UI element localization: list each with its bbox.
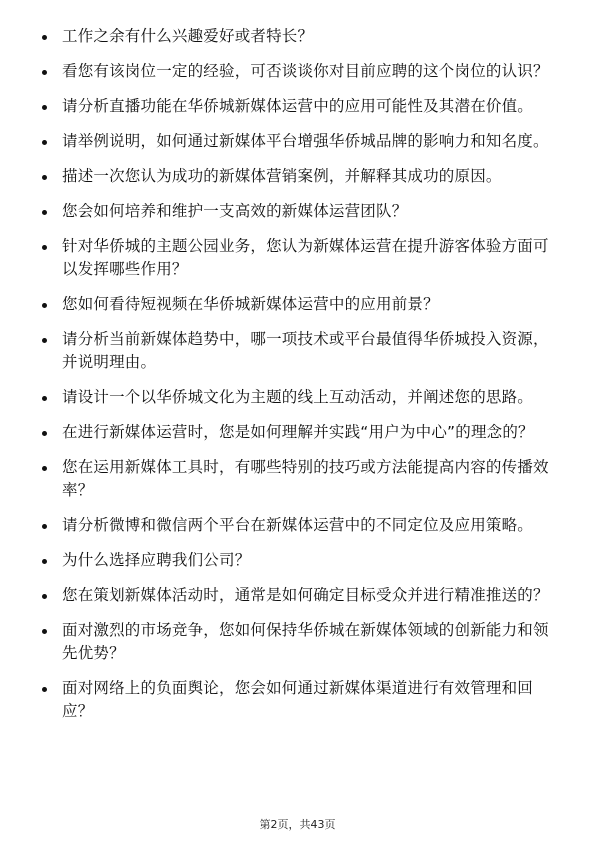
question-text: 描述一次您认为成功的新媒体营销案例，并解释其成功的原因。 (62, 167, 502, 185)
bullet-icon (42, 105, 47, 110)
list-item (40, 60, 560, 83)
question-text: 针对华侨城的主题公园业务，您认为新媒体运营在提升游客体验方面可以发挥哪些作用？ (62, 237, 549, 278)
question-text: 工作之余有什么兴趣爱好或者特长？ (62, 27, 314, 45)
list-item (40, 549, 560, 572)
question-text: 请分析微博和微信两个平台在新媒体运营中的不同定位及应用策略。 (62, 516, 534, 534)
bullet-icon (42, 559, 47, 564)
bullet-icon (42, 687, 47, 692)
question-text: 您在策划新媒体活动时，通常是如何确定目标受众并进行精准推送的？ (62, 586, 549, 604)
bullet-icon (42, 70, 47, 75)
question-text: 请举例说明，如何通过新媒体平台增强华侨城品牌的影响力和知名度。 (62, 132, 549, 150)
list-item (40, 293, 560, 316)
list-item (40, 421, 560, 444)
list-item (40, 619, 560, 665)
question-text: 您会如何培养和维护一支高效的新媒体运营团队？ (62, 202, 408, 220)
page-number-footer: 第2页，共43页 (259, 818, 336, 831)
list-item (40, 25, 560, 48)
question-text: 您如何看待短视频在华侨城新媒体运营中的应用前景？ (62, 295, 439, 313)
bullet-icon (42, 396, 47, 401)
bullet-icon (42, 303, 47, 308)
bullet-icon (42, 338, 47, 343)
bullet-icon (42, 35, 47, 40)
question-text: 面对网络上的负面舆论，您会如何通过新媒体渠道进行有效管理和回应？ (62, 679, 534, 720)
bullet-icon (42, 466, 47, 471)
list-item (40, 584, 560, 607)
list-item (40, 130, 560, 153)
question-text: 面对激烈的市场竞争，您如何保持华侨城在新媒体领域的创新能力和领先优势？ (62, 621, 549, 662)
bullet-icon (42, 245, 47, 250)
bullet-icon (42, 140, 47, 145)
question-text: 请分析直播功能在华侨城新媒体运营中的应用可能性及其潜在价值。 (62, 97, 534, 115)
question-text: 为什么选择应聘我们公司？ (62, 551, 251, 569)
list-item (40, 235, 560, 281)
list-item (40, 165, 560, 188)
bullet-icon (42, 175, 47, 180)
question-text: 看您有该岗位一定的经验，可否谈谈你对目前应聘的这个岗位的认识？ (62, 62, 549, 80)
question-list (40, 25, 560, 735)
list-item (40, 328, 560, 374)
bullet-icon (42, 431, 47, 436)
question-text: 请分析当前新媒体趋势中，哪一项技术或平台最值得华侨城投入资源，并说明理由。 (62, 330, 549, 371)
list-item (40, 677, 560, 723)
question-text: 您在运用新媒体工具时，有哪些特别的技巧或方法能提高内容的传播效率？ (62, 458, 549, 499)
list-item (40, 514, 560, 537)
bullet-icon (42, 210, 47, 215)
list-item (40, 200, 560, 223)
list-item (40, 386, 560, 409)
bullet-icon (42, 629, 47, 634)
list-item (40, 95, 560, 118)
bullet-icon (42, 524, 47, 529)
bullet-icon (42, 594, 47, 599)
list-item (40, 456, 560, 502)
question-text: 请设计一个以华侨城文化为主题的线上互动活动，并阐述您的思路。 (62, 388, 534, 406)
question-text: 在进行新媒体运营时，您是如何理解并实践“用户为中心”的理念的？ (62, 423, 534, 441)
